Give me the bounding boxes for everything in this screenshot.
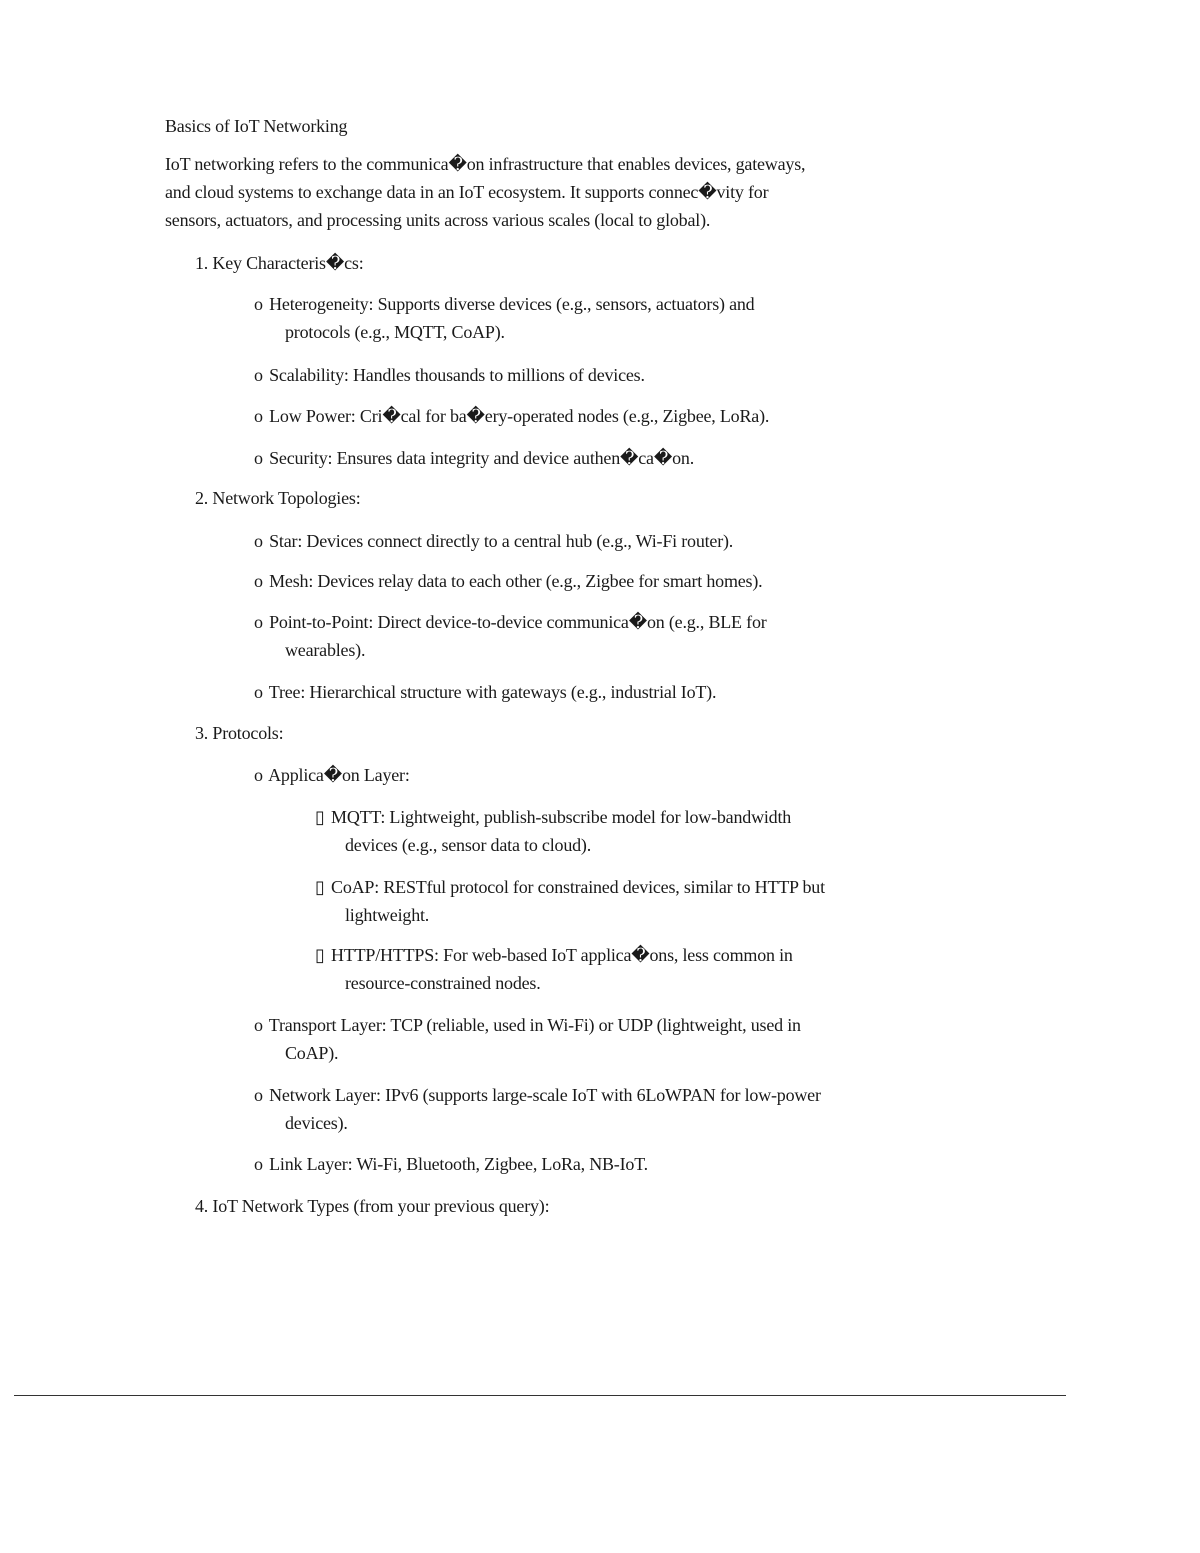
circle-bullet-icon: o [254,406,263,426]
circle-bullet-icon: o [254,531,263,551]
list-item [254,405,769,427]
circle-bullet-icon: o [254,682,263,702]
list-item-continuation: devices). [285,1113,348,1133]
square-bullet-icon: ▯ [315,877,325,897]
circle-bullet-icon: o [254,365,263,385]
intro-line: IoT networking refers to the communica�on infrastructure that enables devices, gateways, [165,154,806,174]
list-item [254,1014,801,1036]
list-item-continuation: CoAP). [285,1043,339,1063]
list-item-text: Star: Devices connect directly to a central hub (e.g., Wi-Fi router). [269,531,734,551]
sub-list-item [315,944,793,966]
page-divider [14,1395,1066,1396]
list-item-text: Transport Layer: TCP (reliable, used in Wi-Fi) or UDP (lightweight, used in [268,1015,801,1035]
square-bullet-icon: ▯ [315,807,325,827]
list-item [254,530,733,552]
circle-bullet-icon: o [254,1154,263,1174]
list-item [254,293,754,315]
list-item [254,364,645,386]
square-bullet-icon: ▯ [315,945,325,965]
sub-list-item-text: CoAP: RESTful protocol for constrained devices, similar to HTTP but [331,877,825,897]
section-heading: 1. Key Characteris�cs: [195,253,364,273]
list-item-text: Applica�on Layer: [268,765,410,785]
list-item [254,1153,648,1175]
circle-bullet-icon: o [254,571,263,591]
list-item-text: Security: Ensures data integrity and device authen�ca�on. [269,448,694,468]
list-item [254,447,694,469]
circle-bullet-icon: o [254,612,263,632]
sub-list-item-text: MQTT: Lightweight, publish-subscribe model for low-bandwidth [331,807,792,827]
list-item [254,764,410,786]
circle-bullet-icon: o [254,448,263,468]
intro-line: sensors, actuators, and processing units across various scales (local to global). [165,210,711,230]
circle-bullet-icon: o [254,765,263,785]
sub-list-item [315,876,825,898]
list-item-text: Scalability: Handles thousands to millions of devices. [269,365,645,385]
list-item-text: Network Layer: IPv6 (supports large-scale IoT with 6LoWPAN for low-power [269,1085,821,1105]
circle-bullet-icon: o [254,294,263,314]
sub-list-item [315,806,791,828]
list-item-continuation: protocols (e.g., MQTT, CoAP). [285,322,505,342]
circle-bullet-icon: o [254,1015,263,1035]
list-item [254,1084,821,1106]
list-item [254,681,716,703]
list-item-continuation: wearables). [285,640,366,660]
sub-list-item-continuation: devices (e.g., sensor data to cloud). [345,835,592,855]
section-heading: 4. IoT Network Types (from your previous query): [195,1196,550,1216]
list-item-text: Point-to-Point: Direct device-to-device communica�on (e.g., BLE for [269,612,767,632]
list-item-text: Tree: Hierarchical structure with gateways (e.g., industrial IoT). [268,682,717,702]
intro-line: and cloud systems to exchange data in an IoT ecosystem. It supports connec�vity for [165,182,769,202]
list-item-text: Low Power: Cri�cal for ba�ery-operated nodes (e.g., Zigbee, LoRa). [269,406,770,426]
list-item [254,611,767,633]
document-title: Basics of IoT Networking [165,116,348,136]
sub-list-item-continuation: lightweight. [345,905,430,925]
list-item-text: Heterogeneity: Supports diverse devices (e.g., sensors, actuators) and [269,294,755,314]
sub-list-item-continuation: resource-constrained nodes. [345,973,541,993]
list-item [254,570,762,592]
circle-bullet-icon: o [254,1085,263,1105]
section-heading: 2. Network Topologies: [195,488,361,508]
list-item-text: Link Layer: Wi-Fi, Bluetooth, Zigbee, LoRa, NB-IoT. [269,1154,648,1174]
section-heading: 3. Protocols: [195,723,284,743]
list-item-text: Mesh: Devices relay data to each other (e.g., Zigbee for smart homes). [269,571,763,591]
sub-list-item-text: HTTP/HTTPS: For web-based IoT applica�ons, less common in [331,945,793,965]
